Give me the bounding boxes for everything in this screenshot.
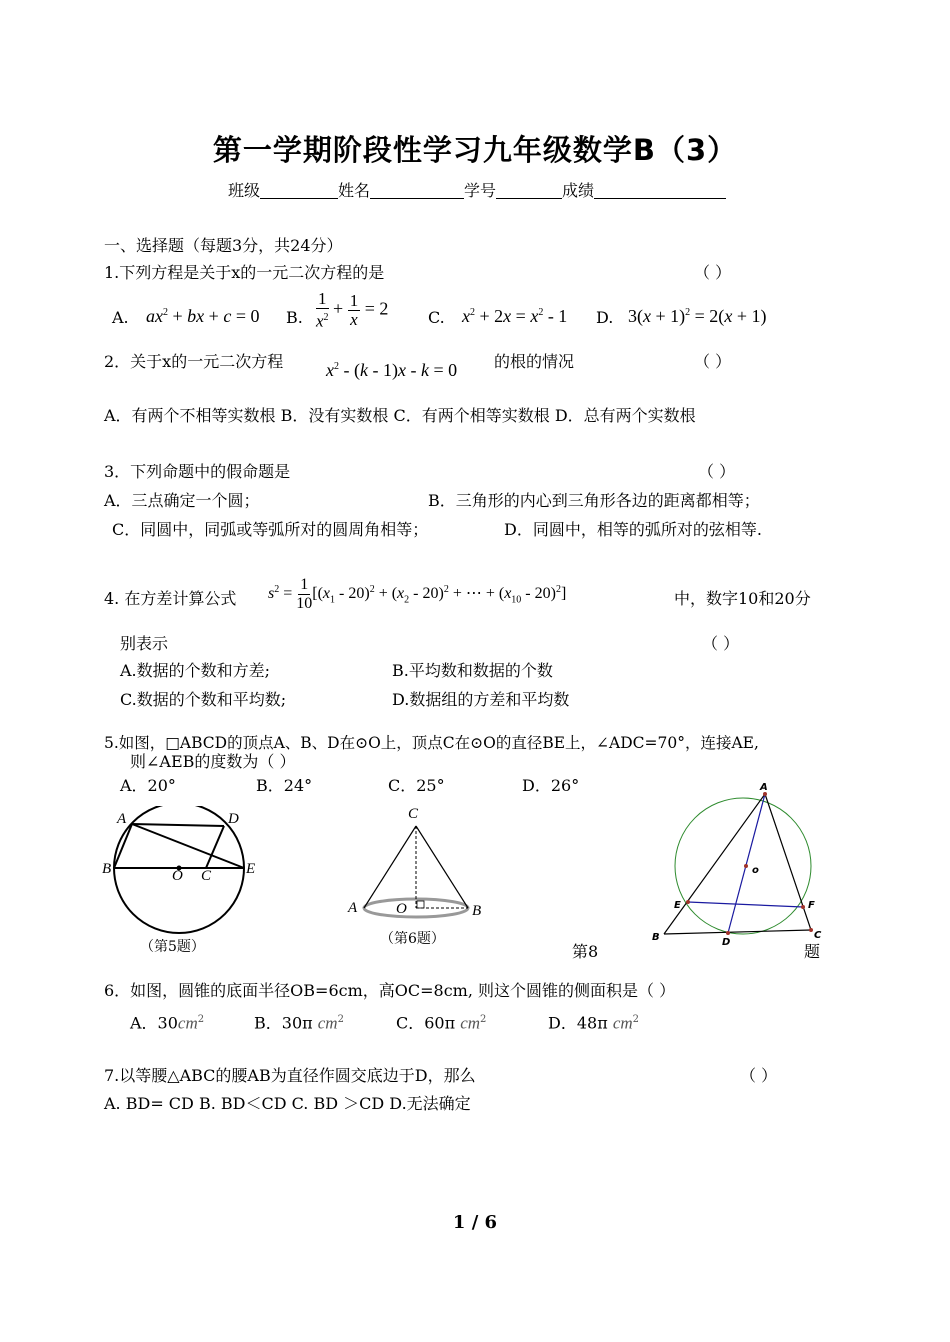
q4-option-a: A.数据的个数和方差; xyxy=(120,661,271,680)
fig8-label-c: C xyxy=(814,930,822,941)
q4-stem-line2: 别表示 xyxy=(120,634,169,653)
q7-options: A. BD= CD B. BD＜CD C. BD ＞CD D.无法确定 xyxy=(104,1094,471,1113)
q5-option-c: C．25° xyxy=(388,776,445,795)
q5-stem-line2: 则∠AEB的度数为（ ） xyxy=(130,752,296,771)
name-blank xyxy=(370,182,464,199)
fig8-label-o: o xyxy=(752,865,759,876)
fig5-side-ad xyxy=(132,824,224,826)
fig8-label-e: E xyxy=(674,900,681,911)
q5-option-b: B．24° xyxy=(256,776,313,795)
fig5-caption: （第5题） xyxy=(140,939,205,955)
fig5-label-d: D xyxy=(228,811,239,827)
page-number: 1 / 6 xyxy=(452,1212,498,1233)
fig8-circle xyxy=(675,798,811,934)
q3-option-d: D．同圆中，相等的弧所对的弦相等. xyxy=(504,520,762,539)
fig5-label-a: A xyxy=(117,811,127,827)
q1-option-a-label: A. xyxy=(112,308,129,327)
q4-option-b: B.平均数和数据的个数 xyxy=(392,661,553,680)
q1-option-d-formula: $3(x + 1)^2 = 2(x + 1)$ xyxy=(628,306,767,326)
q1-option-b-formula: $\frac{1}{x^2}$ + $\frac{1}{x}$ = 2 xyxy=(316,289,389,331)
fig8-point-o xyxy=(744,864,748,868)
fig8-label-b: B xyxy=(652,932,660,943)
fig5-segment-ae xyxy=(132,824,244,868)
q1-option-c-label: C. xyxy=(428,308,445,327)
q5-option-d: D．26° xyxy=(522,776,580,795)
q2-options: A．有两个不相等实数根 B．没有实数根 C．有两个相等实数根 D．总有两个实数根 xyxy=(104,406,696,425)
fig6-right-angle-mark xyxy=(417,901,424,908)
q1-option-b-label: B. xyxy=(286,308,303,327)
q6-option-c: C．60π $cm^2$ xyxy=(396,1013,487,1033)
q2-formula: $x^2 - (k - 1)x - k = 0$ xyxy=(326,360,458,380)
fig8-point-c xyxy=(809,928,813,932)
fig6-caption: （第6题） xyxy=(380,931,445,947)
fig6-label-o: O xyxy=(396,901,407,917)
q6-option-b: B．30π $cm^2$ xyxy=(254,1013,344,1033)
fig8-label-a: A xyxy=(760,782,768,793)
figure-q6-cone xyxy=(340,800,500,930)
q4-option-d: D.数据组的方差和平均数 xyxy=(392,690,570,709)
page-title: 第一学期阶段性学习九年级数学B（3） xyxy=(212,133,738,167)
fig6-label-a: A xyxy=(348,900,358,916)
section-heading: 一、选择题（每题3分，共24分） xyxy=(104,236,343,255)
fig8-segment-ad xyxy=(728,794,765,933)
fig5-side-ab xyxy=(114,824,132,868)
figure-q8-triangle-circle xyxy=(648,780,838,946)
q3-option-b: B．三角形的内心到三角形各边的距离都相等； xyxy=(428,491,760,510)
q2-stem-post: 的根的情况 xyxy=(494,352,575,371)
fig5-label-o: O xyxy=(172,868,183,884)
fig5-label-c: C xyxy=(201,868,212,884)
class-label: 班级 xyxy=(228,181,261,200)
number-label: 学号 xyxy=(464,181,497,200)
score-label: 成绩 xyxy=(562,181,595,200)
class-blank xyxy=(260,182,338,199)
fig6-label-b: B xyxy=(472,903,482,919)
q6-option-a: A．$30cm^2$ xyxy=(130,1013,205,1033)
q3-option-c: C．同圆中，同弧或等弧所对的圆周角相等； xyxy=(112,520,429,539)
number-blank xyxy=(496,182,562,199)
fig8-point-f xyxy=(801,905,805,909)
q3-answer-paren: （ ） xyxy=(698,462,736,481)
q6-option-d: D．48π $cm^2$ xyxy=(548,1013,640,1033)
q5-option-a: A．20° xyxy=(120,776,176,795)
score-blank xyxy=(594,182,726,199)
q3-stem: 3．下列命题中的假命题是 xyxy=(104,462,291,481)
fig5-label-e: E xyxy=(246,861,256,877)
q2-answer-paren: （ ） xyxy=(694,352,732,371)
fig8-caption-part1: 第8 xyxy=(572,942,599,961)
fig8-point-d xyxy=(726,931,730,935)
fig6-label-c: C xyxy=(408,806,419,822)
q1-option-a-formula: $ax^2$ + bx + c = 0 xyxy=(146,306,260,326)
q3-option-a: A．三点确定一个圆； xyxy=(104,491,260,510)
fig5-side-dc xyxy=(206,826,224,868)
figure-q5-circle xyxy=(100,806,270,936)
q4-stem-pre: 4. 在方差计算公式 xyxy=(104,589,237,608)
q1-option-d-label: D. xyxy=(596,308,614,327)
fig8-side-ab xyxy=(664,794,765,934)
q4-stem-post: 中，数字10和20分 xyxy=(674,589,811,608)
fig5-label-b: B xyxy=(102,861,112,877)
q6-stem: 6．如图，圆锥的底面半径OB=6cm，高OC=8cm, 则这个圆锥的侧面积是（ ） xyxy=(104,981,676,1000)
fig8-label-f: F xyxy=(808,900,815,911)
q1-answer-paren: （ ） xyxy=(694,263,732,282)
fig8-segment-ef xyxy=(688,902,803,907)
fig8-caption-part2: 题 xyxy=(804,942,821,961)
q4-variance-formula: $s^2$ = $\frac{1}{10}$ [$(x_1 - 20)^2 + (x_2 - 20)^2$ + ⋯ + $(x_{10} - 20)^2$] xyxy=(268,576,567,612)
fig6-slant-left xyxy=(364,826,416,908)
fig6-slant-right xyxy=(416,826,468,908)
fig8-point-e xyxy=(686,900,690,904)
q2-stem-pre: 2．关于x的一元二次方程 xyxy=(104,352,284,371)
q1-option-c-formula: $x^2 + 2x = x^2 - 1$ xyxy=(462,306,568,326)
q7-answer-paren: （ ） xyxy=(740,1066,778,1085)
fig8-label-d: D xyxy=(722,937,731,946)
q1-stem: 1.下列方程是关于x的一元二次方程的是 xyxy=(104,263,385,282)
q4-answer-paren: （ ） xyxy=(702,634,740,653)
q4-option-c: C.数据的个数和平均数; xyxy=(120,690,287,709)
q7-stem: 7.以等腰△ABC的腰AB为直径作圆交底边于D，那么 xyxy=(104,1066,476,1085)
name-label: 姓名 xyxy=(338,181,371,200)
q5-stem-line1: 5.如图，□ABCD的顶点A、B、D在⊙O上，顶点C在⊙O的直径BE上，∠ADC=70°，连接AE, xyxy=(104,734,759,752)
student-info-line xyxy=(228,178,726,201)
